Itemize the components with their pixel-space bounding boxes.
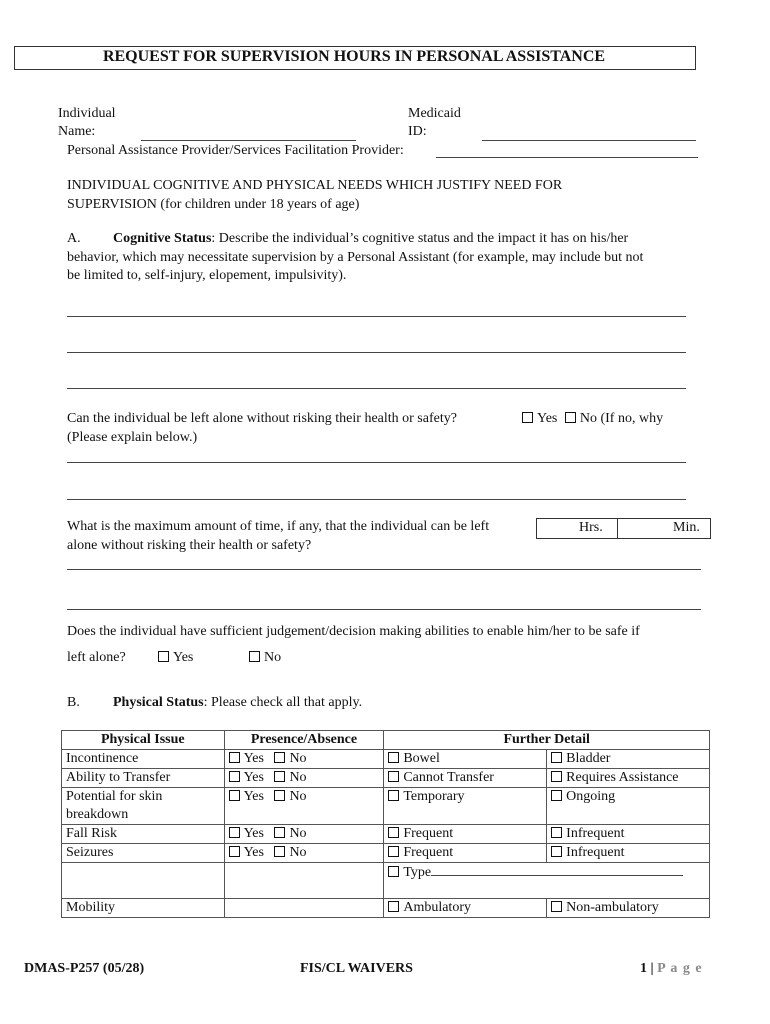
physical-heading	[67, 695, 362, 711]
detail-checkbox[interactable]	[388, 752, 399, 763]
table-row	[62, 788, 710, 825]
hours-minutes-box[interactable]	[536, 518, 711, 539]
column-header: Presence/Absence	[224, 731, 384, 750]
column-header: Further Detail	[384, 731, 710, 750]
no-label: No	[289, 845, 307, 860]
cognitive-line-1	[67, 231, 628, 247]
page-number-value: 1	[640, 961, 647, 976]
name-field[interactable]	[141, 140, 356, 141]
table-row	[62, 825, 710, 844]
no-label: No (If no, why	[579, 411, 664, 426]
detail-label: Bladder	[566, 751, 611, 766]
detail-label: Frequent	[403, 845, 454, 860]
physical-status-table	[61, 730, 710, 918]
issue-cell: Mobility	[62, 899, 225, 918]
table-header-row	[62, 731, 710, 750]
detail-label: Ambulatory	[403, 900, 471, 915]
table-row	[62, 899, 710, 918]
page-word: P a g e	[657, 961, 703, 976]
presence-cell	[224, 899, 384, 918]
max-time-question-1: What is the maximum amount of time, if any, that the individual can be left	[67, 519, 490, 534]
cognitive-letter: A.	[67, 231, 81, 246]
alone-answer-line[interactable]	[67, 499, 686, 500]
no-label: No	[289, 770, 307, 785]
medicaid-label: Medicaid	[408, 106, 461, 121]
table-row	[62, 863, 710, 899]
yes-checkbox[interactable]	[229, 752, 240, 763]
yes-label: Yes	[243, 770, 264, 785]
detail-cell	[384, 844, 547, 863]
detail-label: Requires Assistance	[566, 770, 679, 785]
no-checkbox[interactable]	[274, 846, 285, 857]
detail-checkbox[interactable]	[388, 790, 399, 801]
page-number: 1 | P a g e	[640, 961, 703, 976]
judgement-yes-checkbox[interactable]	[158, 651, 169, 662]
detail-cell	[384, 825, 547, 844]
detail-cell	[384, 788, 547, 825]
cognitive-label: Cognitive Status	[113, 231, 212, 246]
detail-cell	[547, 750, 710, 769]
detail-checkbox[interactable]	[388, 771, 399, 782]
needs-heading-1: INDIVIDUAL COGNITIVE AND PHYSICAL NEEDS WHICH JUSTIFY NEED FOR	[67, 178, 563, 193]
detail-checkbox[interactable]	[551, 752, 562, 763]
physical-text: : Please check all that apply.	[203, 695, 363, 710]
yes-label: Yes	[243, 789, 264, 804]
id-label: ID:	[408, 124, 427, 139]
no-checkbox[interactable]	[565, 412, 576, 423]
yes-label: Yes	[537, 411, 558, 426]
presence-cell	[224, 863, 384, 899]
yes-label: Yes	[243, 826, 264, 841]
name-label: Name:	[58, 124, 96, 139]
alone-options	[522, 411, 663, 427]
alone-answer-line[interactable]	[67, 462, 686, 463]
issue-cell	[62, 863, 225, 899]
detail-cell	[547, 769, 710, 788]
presence-cell	[224, 788, 384, 825]
no-label: No	[289, 826, 307, 841]
issue-cell: Fall Risk	[62, 825, 225, 844]
yes-checkbox[interactable]	[229, 771, 240, 782]
detail-checkbox[interactable]	[388, 846, 399, 857]
detail-checkbox[interactable]	[551, 790, 562, 801]
no-checkbox[interactable]	[274, 790, 285, 801]
cognitive-answer-line[interactable]	[67, 352, 686, 353]
issue-cell: Potential for skin breakdown	[62, 788, 225, 825]
yes-checkbox[interactable]	[522, 412, 533, 423]
individual-label: Individual	[58, 106, 116, 121]
judgement-yes	[158, 650, 193, 666]
judgement-no-checkbox[interactable]	[249, 651, 260, 662]
table-row	[62, 750, 710, 769]
medicaid-id-field[interactable]	[482, 140, 696, 141]
detail-checkbox[interactable]	[551, 827, 562, 838]
detail-label: Non-ambulatory	[566, 900, 659, 915]
detail-label: Ongoing	[566, 789, 616, 804]
detail-cell	[384, 899, 547, 918]
detail-cell	[547, 825, 710, 844]
presence-cell	[224, 750, 384, 769]
max-time-question-2: alone without risking their health or safety?	[67, 538, 312, 553]
detail-label: Infrequent	[566, 845, 625, 860]
max-time-answer-line[interactable]	[67, 569, 701, 570]
no-checkbox[interactable]	[274, 771, 285, 782]
detail-cell	[384, 750, 547, 769]
yes-checkbox[interactable]	[229, 790, 240, 801]
cognitive-text: : Describe the individual’s cognitive status and the impact it has on his/her	[211, 231, 629, 246]
yes-label: Yes	[243, 845, 264, 860]
judgement-no	[249, 650, 281, 666]
type-cell	[384, 863, 710, 899]
detail-checkbox[interactable]	[388, 901, 399, 912]
physical-label: Physical Status	[113, 695, 204, 710]
detail-label: Frequent	[403, 826, 454, 841]
provider-field[interactable]	[436, 157, 698, 158]
yes-checkbox[interactable]	[229, 846, 240, 857]
cognitive-line-3: be limited to, self-injury, elopement, impulsivity).	[67, 268, 347, 283]
alone-question: Can the individual be left alone without risking their health or safety?	[67, 411, 457, 426]
no-label: No	[289, 751, 307, 766]
detail-checkbox[interactable]	[551, 901, 562, 912]
needs-heading-2: SUPERVISION (for children under 18 years of age)	[67, 197, 360, 212]
cognitive-answer-line[interactable]	[67, 388, 686, 389]
alone-explain: (Please explain below.)	[67, 430, 198, 445]
judgement-yes-label: Yes	[173, 650, 194, 665]
detail-label: Cannot Transfer	[403, 770, 494, 785]
detail-cell	[547, 899, 710, 918]
judgement-question-1: Does the individual have sufficient judgement/decision making abilities to enable him/her to be safe if	[67, 624, 640, 639]
judgement-question-2: left alone?	[67, 650, 126, 665]
detail-checkbox[interactable]	[388, 827, 399, 838]
provider-label: Personal Assistance Provider/Services Facilitation Provider:	[67, 143, 404, 158]
table-row	[62, 769, 710, 788]
presence-cell	[224, 844, 384, 863]
yes-checkbox[interactable]	[229, 827, 240, 838]
program-name: FIS/CL WAIVERS	[300, 961, 413, 976]
no-checkbox[interactable]	[274, 827, 285, 838]
cognitive-line-2: behavior, which may necessitate supervision by a Personal Assistant (for example, may include but not	[67, 250, 644, 265]
judgement-no-label: No	[264, 650, 282, 665]
physical-letter: B.	[67, 695, 80, 710]
hm-divider	[617, 519, 618, 538]
cognitive-answer-line[interactable]	[67, 316, 686, 317]
issue-cell: Ability to Transfer	[62, 769, 225, 788]
detail-checkbox[interactable]	[551, 771, 562, 782]
detail-label: Bowel	[403, 751, 440, 766]
presence-cell	[224, 769, 384, 788]
detail-label: Temporary	[403, 789, 465, 804]
type-checkbox[interactable]	[388, 866, 399, 877]
detail-cell	[547, 788, 710, 825]
type-field[interactable]	[431, 863, 683, 876]
type-label: Type	[403, 865, 432, 880]
detail-cell	[547, 844, 710, 863]
no-label: No	[289, 789, 307, 804]
max-time-answer-line[interactable]	[67, 609, 701, 610]
form-number: DMAS-P257 (05/28)	[24, 961, 145, 976]
hrs-label: Hrs.	[579, 520, 603, 535]
issue-cell: Seizures	[62, 844, 225, 863]
detail-checkbox[interactable]	[551, 846, 562, 857]
presence-cell	[224, 825, 384, 844]
min-label: Min.	[673, 520, 700, 535]
detail-label: Infrequent	[566, 826, 625, 841]
no-checkbox[interactable]	[274, 752, 285, 763]
table-row	[62, 844, 710, 863]
issue-cell: Incontinence	[62, 750, 225, 769]
detail-cell	[384, 769, 547, 788]
yes-label: Yes	[243, 751, 264, 766]
column-header: Physical Issue	[62, 731, 225, 750]
page-title: REQUEST FOR SUPERVISION HOURS IN PERSONAL ASSISTANCE	[102, 48, 606, 65]
